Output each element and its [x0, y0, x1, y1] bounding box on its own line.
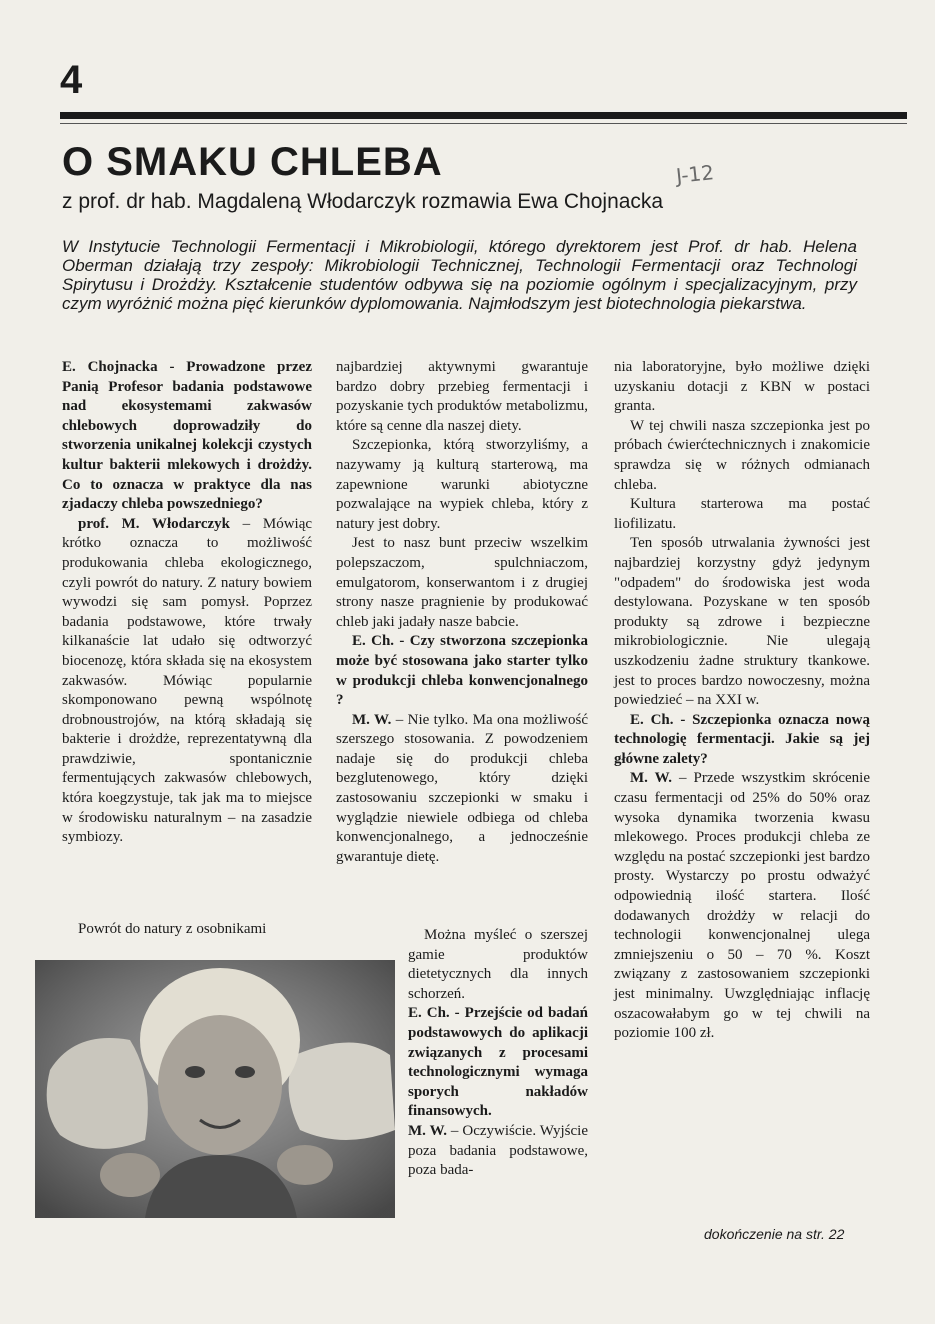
- column-2-continued: [408, 926, 588, 1181]
- page-number: 4: [60, 58, 83, 102]
- speaker: E. Ch.: [408, 1005, 450, 1022]
- continued-note: dokończenie na str. 22: [704, 1226, 845, 1242]
- answer-text: – Mówiąc krótko oznacza to możliwość produkowania chleba ekologicznego, czyli powrót do natury. Z natury bowiem wywodzi się sam pomysł. Poprzez badania podstawowe, które trwały kilkanaście lat udało się odtworzyć biocenozę, która składa się na ekosystem zakwasów. Mówiąc popularnie skomponowano pewną wspólnotę drobnoustrojów, na którą składają się bakterie i drożdże, reprezentatywną dla prawdziwie, spontanicznie fermentujących zakwasów chlebowych, która koegzystuje, tak jak ma to miejsce w środowisku naturalnym – na zasadzie symbiozy.: [62, 515, 313, 846]
- answer-3: [408, 1122, 588, 1181]
- paragraph: nia laboratoryjne, było możliwe dzięki uzyskaniu dotacji z KBN w postaci granta.: [614, 359, 870, 415]
- paragraph: Szczepionka, którą stworzyliśmy, a nazywamy ją kulturą starterową, ma zapewnione warunki abiotyczne pozwalające na wypiek chleba, który z natury jest dobry.: [336, 437, 588, 532]
- speaker: M. W.: [352, 711, 392, 728]
- paragraph: Ten sposób utrwalania żywności jest najbardziej korzystny gdyż jedynym "odpadem" do środowiska jest woda destylowana. Pozyskane w ten sposób produkty są zdrowe i bezpieczne mikrobiologicznie. Nie ulegają uszkodzeniu żadne struktury tkankowe. jest to proces bardzo nowoczesny, można powiedzieć – na XXI w.: [614, 535, 870, 709]
- lead-text: W Instytucie Technologii Fermentacji i Mikrobiologii, którego dyrektorem jest Prof. dr hab. Helena Oberman działają trzy zespoły: Mikrobiologii Technicznej, Technologii Fermentacji oraz Technologi Spirytusu i Drożdży. Kształcenie studentów odbywa się na poziomie ogólnym i specjalizacyjnym, przy czym wyróżnić można pięć kierunków dyplomowania. Najmłodszym jest biotechnologia piekarstwa.: [62, 237, 857, 313]
- column-3: [614, 358, 870, 1044]
- answer-2: [336, 711, 588, 868]
- question-1: [62, 358, 312, 515]
- paragraph: Powrót do natury z osobnikami: [78, 921, 267, 937]
- article-subtitle: z prof. dr hab. Magdaleną Włodarczyk rozmawia Ewa Chojnacka: [62, 190, 664, 213]
- handwritten-note: J-12: [674, 160, 716, 188]
- question-text: - Prowadzone przez Panią Profesor badania podstawowe nad ekosystemami zakwasów chlebowych doprowadziły do stworzenia unikalnej kolekcji czystych kultur bakterii mlekowych i drożdży. Co to oznacza w praktyce dla nas zjadaczy chleba powszedniego?: [62, 359, 312, 513]
- question-3: [408, 1004, 588, 1122]
- question-text: - Szczepionka oznacza nową technologię fermentacji. Jakie są jej główne zalety?: [614, 711, 870, 767]
- speaker: M. W.: [408, 1122, 447, 1139]
- article-title: O SMAKU CHLEBA: [62, 140, 443, 184]
- question-text: - Przejście od badań podstawowych do aplikacji związanych z procesami technologicznymi wymaga sporych nakładów finansowych.: [408, 1005, 588, 1120]
- speaker: M. W.: [630, 770, 673, 787]
- answer-4: [614, 769, 870, 1043]
- speaker: E. Ch.: [352, 633, 395, 650]
- answer-text: – Oczywiście. Wyjście poza badania podstawowe, poza bada-: [408, 1122, 588, 1179]
- answer-1: [62, 515, 312, 848]
- answer-text: – Nie tylko. Ma ona możliwość szerszego stosowania. Z powodzeniem nadaje się do produkcji chleba bezglutenowego, który dzięki zastosowaniu szczepionki w smaku i wyglądzie niewiele odbiega od chleba konwencjonalnego, a jednocześnie gwarantuje dietę.: [336, 711, 588, 865]
- paragraph: W tej chwili nasza szczepionka jest po próbach ćwierćtechnicznych i znakomicie sprawdza się w różnych odmianach chleba.: [614, 417, 870, 493]
- paragraph: Można myśleć o szerszej gamie produktów dietetycznych dla innych schorzeń.: [408, 927, 588, 1002]
- answer-text: – Przede wszystkim skrócenie czasu fermentacji od 25% do 50% oraz wysoka dynamika tworzenia kwasu mlekowego. Proces produkcji chleba ze względu na postać szczepionki jest bardzo prosty. Wystarczy po prostu odważyć odpowiednią ilość startera. Ilość dodawanych drożdży w relacji do technologii konwencjonalnej ulega zmniejszeniu o 50 – 70 %. Koszt związany z zastosowaniem szczepionki jest minimalny. Uwzględniając inflację oszacowałabym go w tej chwili na poziomie 100 zł.: [614, 770, 871, 1042]
- question-2: [336, 632, 588, 710]
- speaker: prof. M. Włodarczyk: [78, 515, 231, 532]
- question-4: [614, 711, 870, 770]
- column-1-continued: [62, 920, 312, 940]
- header-rule: [60, 112, 907, 119]
- paragraph: Kultura starterowa ma postać liofilizatu.: [614, 496, 870, 532]
- paragraph: najbardziej aktywnymi gwarantuje bardzo dobry przebieg fermentacji i pozyskanie tych produktów metabolizmu, które są cenne dla naszej diety.: [336, 359, 588, 434]
- column-1: [62, 358, 312, 848]
- speaker: E. Chojnacka: [62, 359, 158, 375]
- question-text: - Czy stworzona szczepionka może być stosowana jako starter tylko w produkcji chleba konwencjonalnego ?: [336, 633, 588, 709]
- lead-paragraph: [62, 237, 857, 313]
- child-with-bread-photo: [35, 960, 395, 1218]
- header-rule-thin: [60, 123, 907, 124]
- column-2: [336, 358, 588, 867]
- paragraph: Jest to nasz bunt przeciw wszelkim polepszaczom, spulchniaczom, emulgatorom, konserwantom i z drugiej strony nasze pragnienie by produkować chleb jaki jadały nasze babcie.: [336, 535, 588, 630]
- speaker: E. Ch.: [630, 711, 674, 728]
